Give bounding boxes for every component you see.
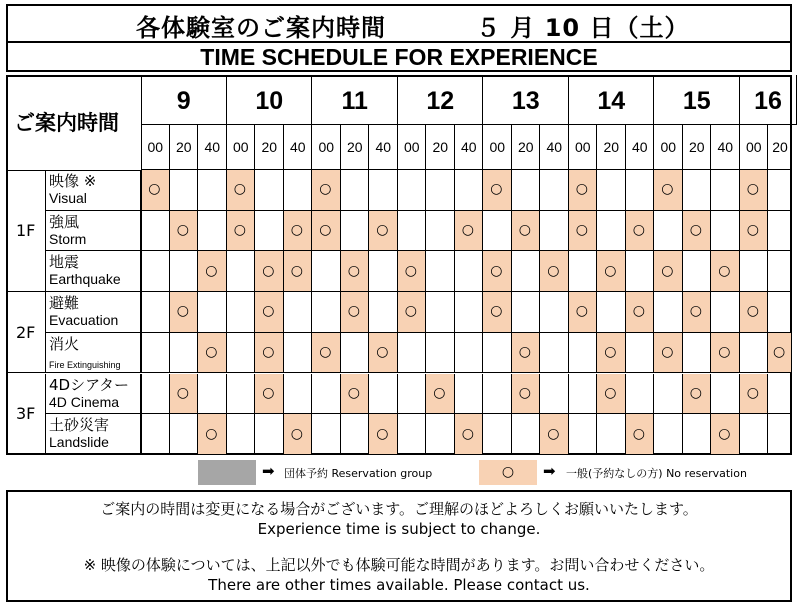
open-slot-mark: ○ (547, 262, 560, 279)
empty-slot (483, 374, 512, 415)
open-slot-mark: ○ (347, 303, 360, 320)
room-name (49, 254, 121, 288)
room-name (49, 336, 121, 374)
empty-slot (683, 170, 712, 211)
empty-slot (312, 374, 341, 415)
minute-label: 40 (717, 139, 734, 155)
empty-slot (227, 414, 256, 455)
empty-slot (768, 292, 792, 333)
empty-slot (455, 251, 484, 292)
empty-slot (312, 251, 341, 292)
empty-slot (426, 333, 455, 374)
open-slot-mark: ○ (718, 262, 731, 279)
open-slot-mark: ○ (575, 303, 588, 320)
room-name (49, 173, 96, 207)
hour-label: 16 (754, 87, 782, 115)
legend-group-text: 団体予約 Reservation group (284, 467, 433, 480)
room-name-jp: 映像 ※ (49, 172, 97, 190)
open-slot-mark: ○ (746, 384, 759, 401)
open-slot-mark: ○ (689, 222, 702, 239)
empty-slot (597, 211, 626, 252)
empty-slot (512, 292, 541, 333)
note-change-en: Experience time is subject to change. (257, 520, 541, 538)
open-slot-mark: ○ (518, 384, 531, 401)
hour-label: 13 (511, 87, 540, 115)
open-slot-mark: ○ (433, 384, 446, 401)
minute-label: 20 (346, 139, 363, 155)
empty-slot (284, 333, 313, 374)
empty-slot (170, 333, 199, 374)
empty-slot (626, 170, 655, 211)
open-slot-mark: ○ (461, 222, 474, 239)
open-slot-mark: ○ (718, 344, 731, 361)
open-slot-mark: ○ (233, 222, 246, 239)
empty-slot (654, 292, 683, 333)
empty-slot (512, 251, 541, 292)
open-slot-mark: ○ (773, 344, 786, 361)
minute-label: 20 (175, 139, 192, 155)
open-slot-mark: ○ (176, 384, 189, 401)
open-slot-mark: ○ (490, 262, 503, 279)
empty-slot (227, 251, 256, 292)
empty-slot (369, 374, 398, 415)
minute-label: 00 (574, 139, 591, 155)
empty-slot (170, 414, 199, 455)
open-slot-mark: ○ (490, 181, 503, 198)
page-title: 各体験室のご案内時間 (136, 14, 386, 42)
empty-slot (597, 414, 626, 455)
minute-label: 20 (688, 139, 705, 155)
minute-label: 40 (289, 139, 306, 155)
empty-slot (141, 251, 170, 292)
arrow-right-icon: ➡ (262, 462, 275, 480)
empty-slot (170, 251, 199, 292)
empty-slot (455, 333, 484, 374)
note-visual-en: There are other times available. Please contact us. (208, 576, 590, 594)
room-name-en: 4D Cinema (49, 393, 120, 410)
minute-label: 40 (546, 139, 563, 155)
arrow-right-icon: ➡ (543, 462, 556, 480)
room-name-jp: 消火 (49, 334, 80, 353)
hour-label: 11 (341, 87, 368, 115)
empty-slot (141, 414, 170, 455)
empty-slot (569, 414, 598, 455)
room-name (49, 377, 129, 411)
open-slot-mark: ○ (290, 425, 303, 442)
empty-slot (683, 333, 712, 374)
empty-slot (626, 251, 655, 292)
legend (0, 460, 800, 486)
room-name-en: Landslide (49, 434, 109, 451)
empty-slot (198, 292, 227, 333)
title-row (8, 6, 790, 43)
empty-slot (255, 170, 284, 211)
open-slot-mark: ○ (575, 181, 588, 198)
open-slot-mark: ○ (404, 303, 417, 320)
room-name-en: Storm (49, 230, 87, 247)
open-slot-mark: ○ (376, 222, 389, 239)
open-slot-mark: ○ (262, 384, 275, 401)
open-slot-mark: ○ (347, 262, 360, 279)
schedule-header-label: ご案内時間 (14, 111, 119, 135)
floor-label: 1F (16, 221, 36, 241)
minute-label: 20 (603, 139, 620, 155)
minute-label: 20 (517, 139, 534, 155)
empty-slot (654, 374, 683, 415)
open-slot-mark: ○ (290, 222, 303, 239)
empty-slot (483, 414, 512, 455)
empty-slot (284, 374, 313, 415)
empty-slot (540, 333, 569, 374)
empty-slot (597, 292, 626, 333)
open-slot-mark: ○ (632, 303, 645, 320)
notes-box (6, 490, 792, 602)
open-slot-mark: ○ (632, 222, 645, 239)
hour-label: 10 (255, 87, 284, 115)
open-slot-mark: ○ (461, 425, 474, 442)
public-slot-swatch: ○ (479, 460, 537, 485)
open-slot-mark: ○ (661, 344, 674, 361)
empty-slot (198, 170, 227, 211)
room-name-jp: 土砂災害 (49, 416, 110, 435)
empty-slot (141, 333, 170, 374)
open-slot-mark: ○ (518, 222, 531, 239)
open-slot-mark: ○ (205, 344, 218, 361)
empty-slot (426, 211, 455, 252)
empty-slot (398, 211, 427, 252)
empty-slot (369, 292, 398, 333)
empty-slot (255, 211, 284, 252)
empty-slot (141, 374, 170, 415)
empty-slot (654, 211, 683, 252)
schedule-date: ５ 月 10 日（土） (476, 14, 690, 42)
hour-label: 9 (176, 87, 191, 115)
open-slot-mark: ○ (290, 262, 303, 279)
open-slot-mark: ○ (604, 262, 617, 279)
minute-label: 20 (261, 139, 278, 155)
floor-label: 3F (16, 404, 36, 424)
minute-label: 40 (460, 139, 477, 155)
empty-slot (540, 211, 569, 252)
minute-label: 00 (147, 139, 164, 155)
empty-slot (426, 251, 455, 292)
empty-slot (170, 170, 199, 211)
group-reservation-swatch (198, 460, 256, 485)
open-slot-mark: ○ (518, 344, 531, 361)
empty-slot (512, 414, 541, 455)
empty-slot (426, 170, 455, 211)
open-slot-mark: ○ (262, 262, 275, 279)
empty-slot (740, 333, 769, 374)
room-name-jp: 地震 (49, 253, 80, 272)
empty-slot (227, 292, 256, 333)
open-slot-mark: ○ (746, 303, 759, 320)
open-slot-mark: ○ (319, 344, 332, 361)
room-name-jp: 避難 (49, 294, 80, 313)
empty-slot (711, 211, 740, 252)
note-visual-jp: ※ 映像の体験については、上記以外でも体験可能な時間があります。お問い合わせください。 (83, 556, 715, 574)
open-slot-mark: ○ (176, 303, 189, 320)
empty-slot (341, 414, 370, 455)
empty-slot (740, 414, 769, 455)
room-name (49, 214, 86, 248)
empty-slot (312, 414, 341, 455)
open-slot-mark: ○ (262, 344, 275, 361)
empty-slot (398, 333, 427, 374)
empty-slot (540, 292, 569, 333)
empty-slot (711, 374, 740, 415)
empty-slot (227, 374, 256, 415)
empty-slot (198, 211, 227, 252)
empty-slot (683, 251, 712, 292)
empty-slot (227, 333, 256, 374)
open-slot-mark: ○ (404, 262, 417, 279)
hour-label: 15 (682, 87, 711, 115)
open-slot-mark: ○ (604, 344, 617, 361)
room-name (49, 417, 109, 451)
open-slot-mark: ○ (319, 181, 332, 198)
empty-slot (711, 170, 740, 211)
floor-label: 2F (16, 322, 36, 342)
schedule-grid (6, 75, 792, 455)
empty-slot (512, 170, 541, 211)
minute-label: 00 (745, 139, 762, 155)
empty-slot (141, 211, 170, 252)
minute-label: 40 (204, 139, 221, 155)
empty-slot (284, 170, 313, 211)
open-slot-mark: ○ (376, 425, 389, 442)
open-slot-mark: ○ (632, 425, 645, 442)
open-slot-mark: ○ (262, 303, 275, 320)
empty-slot (483, 333, 512, 374)
empty-slot (768, 374, 792, 415)
empty-slot (768, 170, 792, 211)
empty-slot (654, 414, 683, 455)
empty-slot (569, 333, 598, 374)
empty-slot (455, 374, 484, 415)
hour-label: 14 (597, 87, 626, 115)
minute-label: 00 (318, 139, 335, 155)
room-name-jp: 4Dシアター (49, 375, 130, 394)
open-slot-mark: ○ (347, 384, 360, 401)
open-slot-mark: ○ (689, 303, 702, 320)
empty-slot (369, 251, 398, 292)
empty-slot (426, 292, 455, 333)
empty-slot (398, 414, 427, 455)
minute-label: 40 (375, 139, 392, 155)
empty-slot (369, 170, 398, 211)
open-slot-mark: ○ (746, 181, 759, 198)
empty-slot (312, 292, 341, 333)
empty-slot (426, 414, 455, 455)
minute-label: 00 (403, 139, 420, 155)
note-change-jp: ご案内の時間は変更になる場合がございます。ご理解のほどよろしくお願いいたします。 (100, 500, 698, 518)
open-slot-mark: ○ (490, 303, 503, 320)
empty-slot (284, 292, 313, 333)
empty-slot (455, 292, 484, 333)
minute-label: 00 (489, 139, 506, 155)
open-slot-mark: ○ (547, 425, 560, 442)
room-name-en: Fire Extinguishing (49, 359, 121, 370)
minute-label: 20 (772, 139, 788, 155)
open-slot-mark: ○ (661, 262, 674, 279)
english-title: TIME SCHEDULE FOR EXPERIENCE (200, 44, 598, 70)
open-slot-mark: ○ (148, 181, 161, 198)
empty-slot (540, 170, 569, 211)
empty-slot (626, 333, 655, 374)
title-box (6, 4, 792, 72)
empty-slot (483, 211, 512, 252)
empty-slot (740, 251, 769, 292)
open-slot-mark: ○ (205, 425, 218, 442)
room-name-en: Earthquake (49, 271, 121, 288)
empty-slot (198, 374, 227, 415)
minute-label: 00 (232, 139, 249, 155)
open-slot-mark: ○ (176, 222, 189, 239)
empty-slot (683, 414, 712, 455)
empty-slot (626, 374, 655, 415)
empty-slot (341, 170, 370, 211)
open-slot-mark: ○ (604, 384, 617, 401)
empty-slot (711, 292, 740, 333)
hour-label: 12 (426, 87, 455, 115)
empty-slot (341, 211, 370, 252)
open-slot-mark: ○ (746, 222, 759, 239)
empty-slot (255, 414, 284, 455)
open-slot-mark: ○ (205, 262, 218, 279)
open-slot-mark: ○ (376, 344, 389, 361)
empty-slot (141, 292, 170, 333)
empty-slot (768, 414, 792, 455)
room-name (49, 295, 118, 329)
empty-slot (398, 374, 427, 415)
open-slot-mark: ○ (575, 222, 588, 239)
empty-slot (768, 251, 792, 292)
legend-public-text: 一般(予約なしの方) No reservation (566, 467, 747, 480)
minute-label: 40 (631, 139, 648, 155)
empty-slot (398, 170, 427, 211)
empty-slot (768, 211, 792, 252)
empty-slot (597, 170, 626, 211)
room-name-en: Evacuation (49, 312, 119, 329)
empty-slot (540, 374, 569, 415)
room-name-en: Visual (49, 190, 87, 206)
minute-label: 20 (432, 139, 449, 155)
open-slot-mark: ○ (319, 222, 332, 239)
empty-slot (569, 251, 598, 292)
open-slot-mark: ○ (718, 425, 731, 442)
open-slot-mark: ○ (689, 384, 702, 401)
room-name-jp: 強風 (49, 212, 80, 231)
empty-slot (341, 333, 370, 374)
empty-slot (569, 374, 598, 415)
empty-slot (455, 170, 484, 211)
minute-label: 00 (660, 139, 677, 155)
open-slot-mark: ○ (661, 181, 674, 198)
open-slot-mark: ○ (233, 181, 246, 198)
